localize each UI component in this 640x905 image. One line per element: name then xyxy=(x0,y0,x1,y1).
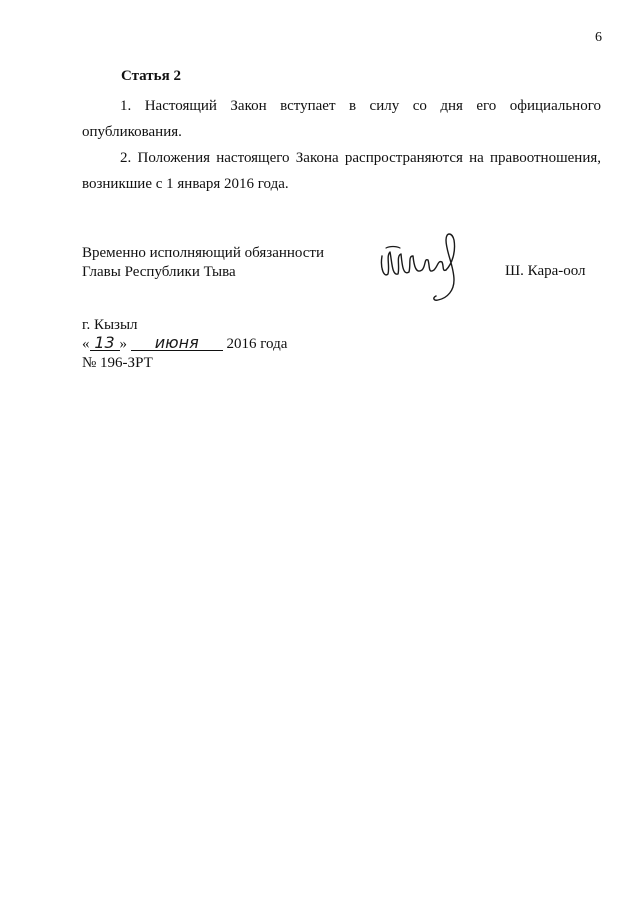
article-paragraph-1 xyxy=(82,93,601,145)
law-number: № 196-ЗРТ xyxy=(82,355,153,371)
signatory-position-line-1: Временно исполняющий обязанности xyxy=(82,245,325,261)
paragraph-1-line-2: опубликования. xyxy=(82,124,182,140)
signatory-position-line-2: Главы Республики Тыва xyxy=(82,264,236,280)
signatory-position xyxy=(82,244,324,282)
city: г. Кызыл xyxy=(82,317,138,333)
date-day-handwritten: 13 xyxy=(90,335,120,351)
date-year: 2016 года xyxy=(226,336,288,352)
signatory-name: Ш. Кара-оол xyxy=(505,263,586,279)
date-month-handwritten: июня xyxy=(131,335,223,351)
handwritten-signature-icon xyxy=(376,226,466,306)
paragraph-1-line-1: 1. Настоящий Закон вступает в силу со дня его официального xyxy=(120,98,601,114)
date-quote-open: « xyxy=(82,336,90,352)
signing-date xyxy=(82,335,287,354)
article-title: Статья 2 xyxy=(121,68,181,84)
date-quote-close: » xyxy=(119,336,127,352)
paragraph-2-line-2: возникшие с 1 января 2016 года. xyxy=(82,176,289,192)
paragraph-2-line-1: 2. Положения настоящего Закона распространяются на правоотношения, xyxy=(120,150,601,166)
article-paragraph-2 xyxy=(82,145,601,197)
page-number: 6 xyxy=(595,30,602,45)
